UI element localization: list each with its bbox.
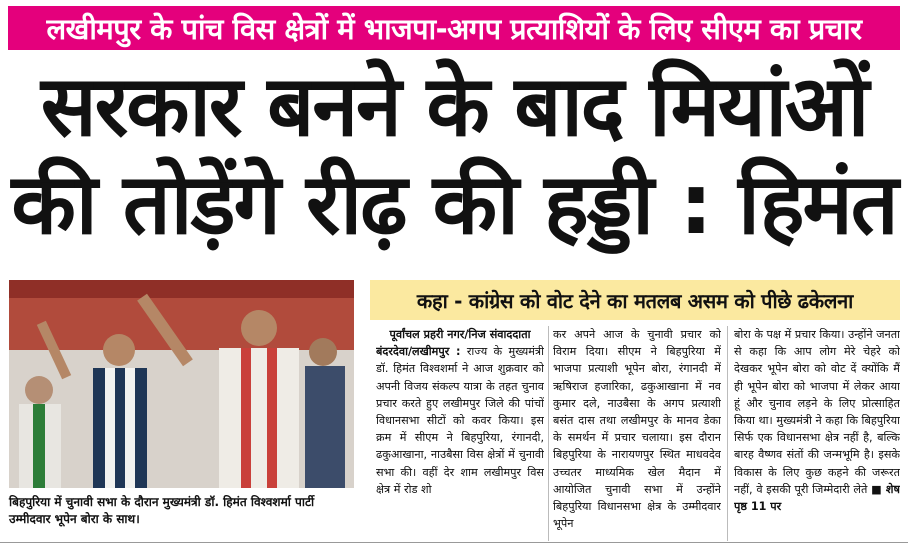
column-divider	[727, 326, 728, 541]
headline-line-1: सरकार बनने के बाद मियांओं	[40, 57, 868, 155]
continued-note: ■ शेष पृष्ठ 11 पर	[734, 482, 900, 514]
headline-line-2: की तोड़ेंगे रीढ़ की हड्डी : हिमंत	[11, 155, 897, 253]
column-divider	[548, 326, 549, 541]
deck-text: कहा - कांग्रेस को वोट देने का मतलब असम को पीछे ढकेलना	[416, 288, 854, 313]
column-1-text: राज्य के मुख्यमंत्री डॉ. हिमंत विश्वशर्मा ने आज शुक्रवार को अपनी विजय संकल्प यात्रा के तहत चुनाव प्रचार करते हुए लखीमपुर जिले की पांचों विधानसभा सीटों को कवर किया। इस क्रम में सीएम ने बिहपुरिया, रंगानदी, ढकुआखाना, नाउबैसा विस क्षेत्रों में चुनावी सभा की। वहीं देर शाम लखीमपुर विस क्षेत्र में रोड शो	[376, 345, 544, 496]
dateline: बंदरदेवा/लखीमपुर :	[376, 345, 461, 359]
photo-caption: बिहपुरिया में चुनावी सभा के दौरान मुख्यमंत्री डॉ. हिमंत विश्वशर्मा पार्टी उम्मीदवार भूपेन बोरा के साथ।	[9, 495, 315, 526]
deck-banner	[370, 280, 900, 320]
column-2-text: कर अपने आज के चुनावी प्रचार को विराम दिया। सीएम ने बिहपुरिया में भाजपा प्रत्याशी भूपेन बोरा, रंगानदी में ऋषिराज हजारिका, ढकुआखाना में नव कुमार दले, नाउबैसा के अगप प्रत्याशी बसंत दास तथा लखीमपुर के मानव डेका के समर्थन में प्रचार चलाया। इस दौरान बिहपुरिया के नारायणपुर स्थित माधवदेव उच्चतर माध्यमिक खेल मैदान में आयोजित चुनावी सभा में उन्होंने बिहपुरिया विधानसभा क्षेत्र के उम्मीदवार भूपेन	[553, 328, 721, 531]
headline	[4, 58, 904, 254]
bottom-divider	[0, 542, 908, 543]
rally-photo-illustration	[9, 280, 354, 488]
article-column-1	[376, 326, 544, 541]
article-column-2	[553, 326, 721, 541]
kicker-text: लखीमपुर के पांच विस क्षेत्रों में भाजपा-अगप प्रत्याशियों के लिए सीएम का प्रचार	[46, 11, 862, 46]
byline: पूर्वांचल प्रहरी नगर/निज संवाददाता	[389, 328, 531, 341]
news-photo	[9, 280, 354, 488]
column-3-text: बोरा के पक्ष में प्रचार किया। उन्होंने जनता से कहा कि आप लोग मेरे चेहरे को देखकर भूपेन बोरा को वोट दें क्योंकि मैं ही भूपेन बोरा को भाजपा में लेकर आया हूं और चुनाव लड़ने के लिए प्रोत्साहित किया था। मुख्यमंत्री ने कहा कि बिहपुरिया सिर्फ एक विधानसभा क्षेत्र नहीं है, बल्कि बारह वैष्णव संतों की जन्मभूमि है। इसके विकास के लिए कुछ कहने की जरूरत नहीं, वे इसकी पूरी जिम्मेदारी लेते	[734, 328, 900, 496]
article-column-3	[734, 326, 900, 541]
kicker-banner	[8, 6, 900, 50]
